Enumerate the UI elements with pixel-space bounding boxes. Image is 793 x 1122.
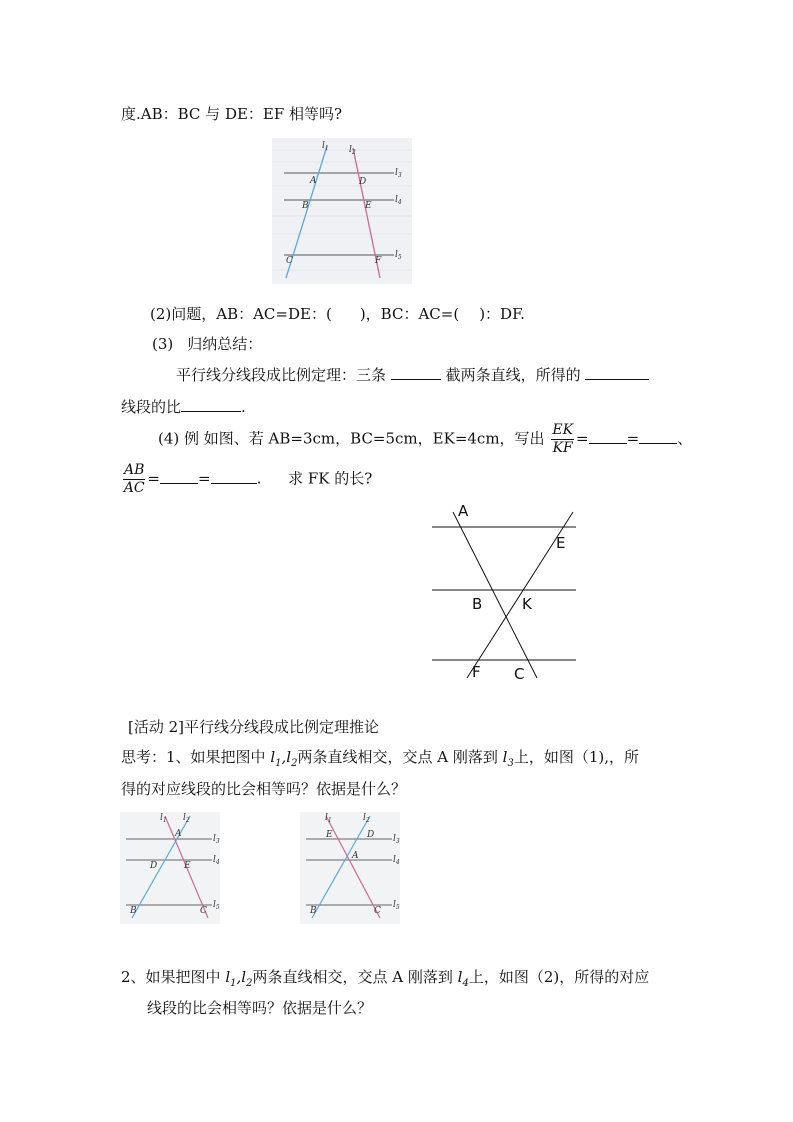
label-l4: $l_4$ bbox=[213, 855, 220, 866]
frac1-den: KF bbox=[552, 440, 573, 456]
example-line-1 bbox=[158, 422, 692, 457]
label-l1: $l_1$ bbox=[160, 813, 167, 824]
label-B: B bbox=[302, 201, 309, 211]
theorem-line-2 bbox=[121, 396, 246, 417]
figure-parallel-lines-1 bbox=[272, 138, 412, 284]
frac2-den: AC bbox=[123, 480, 145, 496]
activity-2-title: [活动 2]平行线分线段成比例定理推论 bbox=[128, 718, 380, 736]
think1-text-a: 思考：1、如果把图中 bbox=[121, 748, 266, 766]
label-l1: $l_1$ bbox=[325, 813, 332, 824]
label-l5: $l_5$ bbox=[395, 250, 402, 261]
blank-example-1[interactable] bbox=[589, 428, 627, 444]
label-E: E bbox=[556, 534, 566, 552]
label-C: C bbox=[286, 256, 293, 266]
think-2-line-1 bbox=[121, 966, 649, 989]
label-B: B bbox=[472, 595, 483, 613]
theorem-text-c: 线段的比 bbox=[121, 398, 182, 416]
label-E: E bbox=[365, 201, 372, 211]
label-F: F bbox=[375, 256, 382, 266]
label-l3: $l_3$ bbox=[213, 834, 220, 845]
label-A: A bbox=[175, 829, 182, 839]
q2-part-b: )，BC：AC=( bbox=[359, 305, 460, 323]
label-A: A bbox=[352, 851, 359, 861]
q2-part-c: )：DF. bbox=[479, 305, 525, 323]
label-l1: $l_1$ bbox=[322, 141, 329, 152]
think2-text-c: 上，如图（2)，所得的对应 bbox=[468, 968, 650, 986]
figure-1-background bbox=[272, 138, 412, 284]
label-A: A bbox=[310, 176, 317, 186]
equals-4: = bbox=[197, 469, 211, 488]
label-C: C bbox=[374, 906, 381, 916]
example-comma: 、 bbox=[677, 429, 693, 448]
l1-l2-symbol-2: $l_1,l_2$ bbox=[225, 968, 253, 989]
label-D: D bbox=[359, 177, 367, 187]
q2-part-a: (2)问题，AB：AC=DE：( bbox=[150, 305, 332, 323]
figure-activity-2 bbox=[300, 812, 400, 924]
label-B: B bbox=[310, 906, 317, 916]
fraction-ek-kf bbox=[551, 422, 574, 457]
example-question: 求 FK 的长? bbox=[288, 469, 373, 488]
label-B: B bbox=[130, 906, 137, 916]
label-F: F bbox=[472, 663, 481, 681]
label-K: K bbox=[522, 595, 532, 613]
think-1-line-2: 得的对应线段的比会相等吗？依据是什么？ bbox=[121, 780, 407, 798]
l1-l2-symbol-1: $l_1,l_2$ bbox=[270, 748, 298, 769]
think2-text-a: 2、如果把图中 bbox=[121, 968, 221, 986]
think2-text-b: 两条直线相交，交点 A 刚落到 bbox=[252, 968, 453, 986]
blank-theorem-1[interactable] bbox=[391, 364, 441, 380]
label-C: C bbox=[514, 665, 525, 683]
theorem-line-1 bbox=[176, 364, 649, 385]
blank-theorem-2[interactable] bbox=[585, 364, 649, 380]
example-line-2 bbox=[121, 462, 372, 497]
question-2 bbox=[150, 303, 525, 324]
example-text: (4) 例 如图、若 AB=3cm，BC=5cm，EK=4cm，写出 bbox=[158, 429, 545, 448]
equals-2: = bbox=[626, 429, 640, 448]
theorem-text-a: 平行线分线段成比例定理：三条 bbox=[176, 366, 387, 384]
label-l2: $l_2$ bbox=[183, 813, 190, 824]
equals-1: = bbox=[576, 429, 589, 448]
frac1-num: EK bbox=[552, 422, 574, 438]
figure-crossing-lines bbox=[430, 500, 580, 685]
frac2-num: AB bbox=[124, 462, 145, 478]
label-l3: $l_3$ bbox=[395, 168, 402, 179]
theorem-period: . bbox=[241, 398, 246, 416]
theorem-text-b: 截两条直线，所得的 bbox=[445, 366, 581, 384]
blank-example-4[interactable] bbox=[211, 468, 257, 484]
think1-text-c: 上，如图（1),，所 bbox=[513, 748, 639, 766]
blank-example-3[interactable] bbox=[160, 468, 198, 484]
figure-activity-1 bbox=[120, 812, 220, 924]
think-2-line-2: 线段的比会相等吗？依据是什么？ bbox=[147, 999, 373, 1017]
question-3-heading bbox=[152, 333, 262, 354]
l3-symbol: $l_3$ bbox=[502, 748, 514, 769]
intro-text: 度.AB：BC 与 DE：EF 相等吗? bbox=[121, 105, 343, 123]
blank-example-2[interactable] bbox=[639, 428, 677, 444]
label-E: E bbox=[184, 861, 191, 871]
label-D: D bbox=[150, 861, 158, 871]
label-C: C bbox=[200, 906, 207, 916]
label-l2: $l_2$ bbox=[349, 145, 356, 156]
q3-label: (3) bbox=[152, 335, 174, 353]
q3-title: 归纳总结： bbox=[187, 335, 263, 353]
label-l2: $l_2$ bbox=[363, 813, 370, 824]
label-l5: $l_5$ bbox=[393, 900, 400, 911]
label-l5: $l_5$ bbox=[213, 900, 220, 911]
think1-text-b: 两条直线相交，交点 A 刚落到 bbox=[297, 748, 498, 766]
label-l4: $l_4$ bbox=[395, 195, 402, 206]
think-1-line-1 bbox=[121, 746, 639, 769]
equals-3: = bbox=[147, 469, 160, 488]
label-l4: $l_4$ bbox=[393, 855, 400, 866]
blank-theorem-3[interactable] bbox=[181, 396, 241, 412]
example-period: . bbox=[256, 469, 262, 488]
label-A: A bbox=[458, 502, 469, 520]
label-D: D bbox=[367, 830, 375, 840]
label-E: E bbox=[326, 830, 333, 840]
l4-symbol: $l_4$ bbox=[457, 968, 469, 989]
fraction-ab-ac bbox=[123, 462, 145, 497]
label-l3: $l_3$ bbox=[393, 834, 400, 845]
